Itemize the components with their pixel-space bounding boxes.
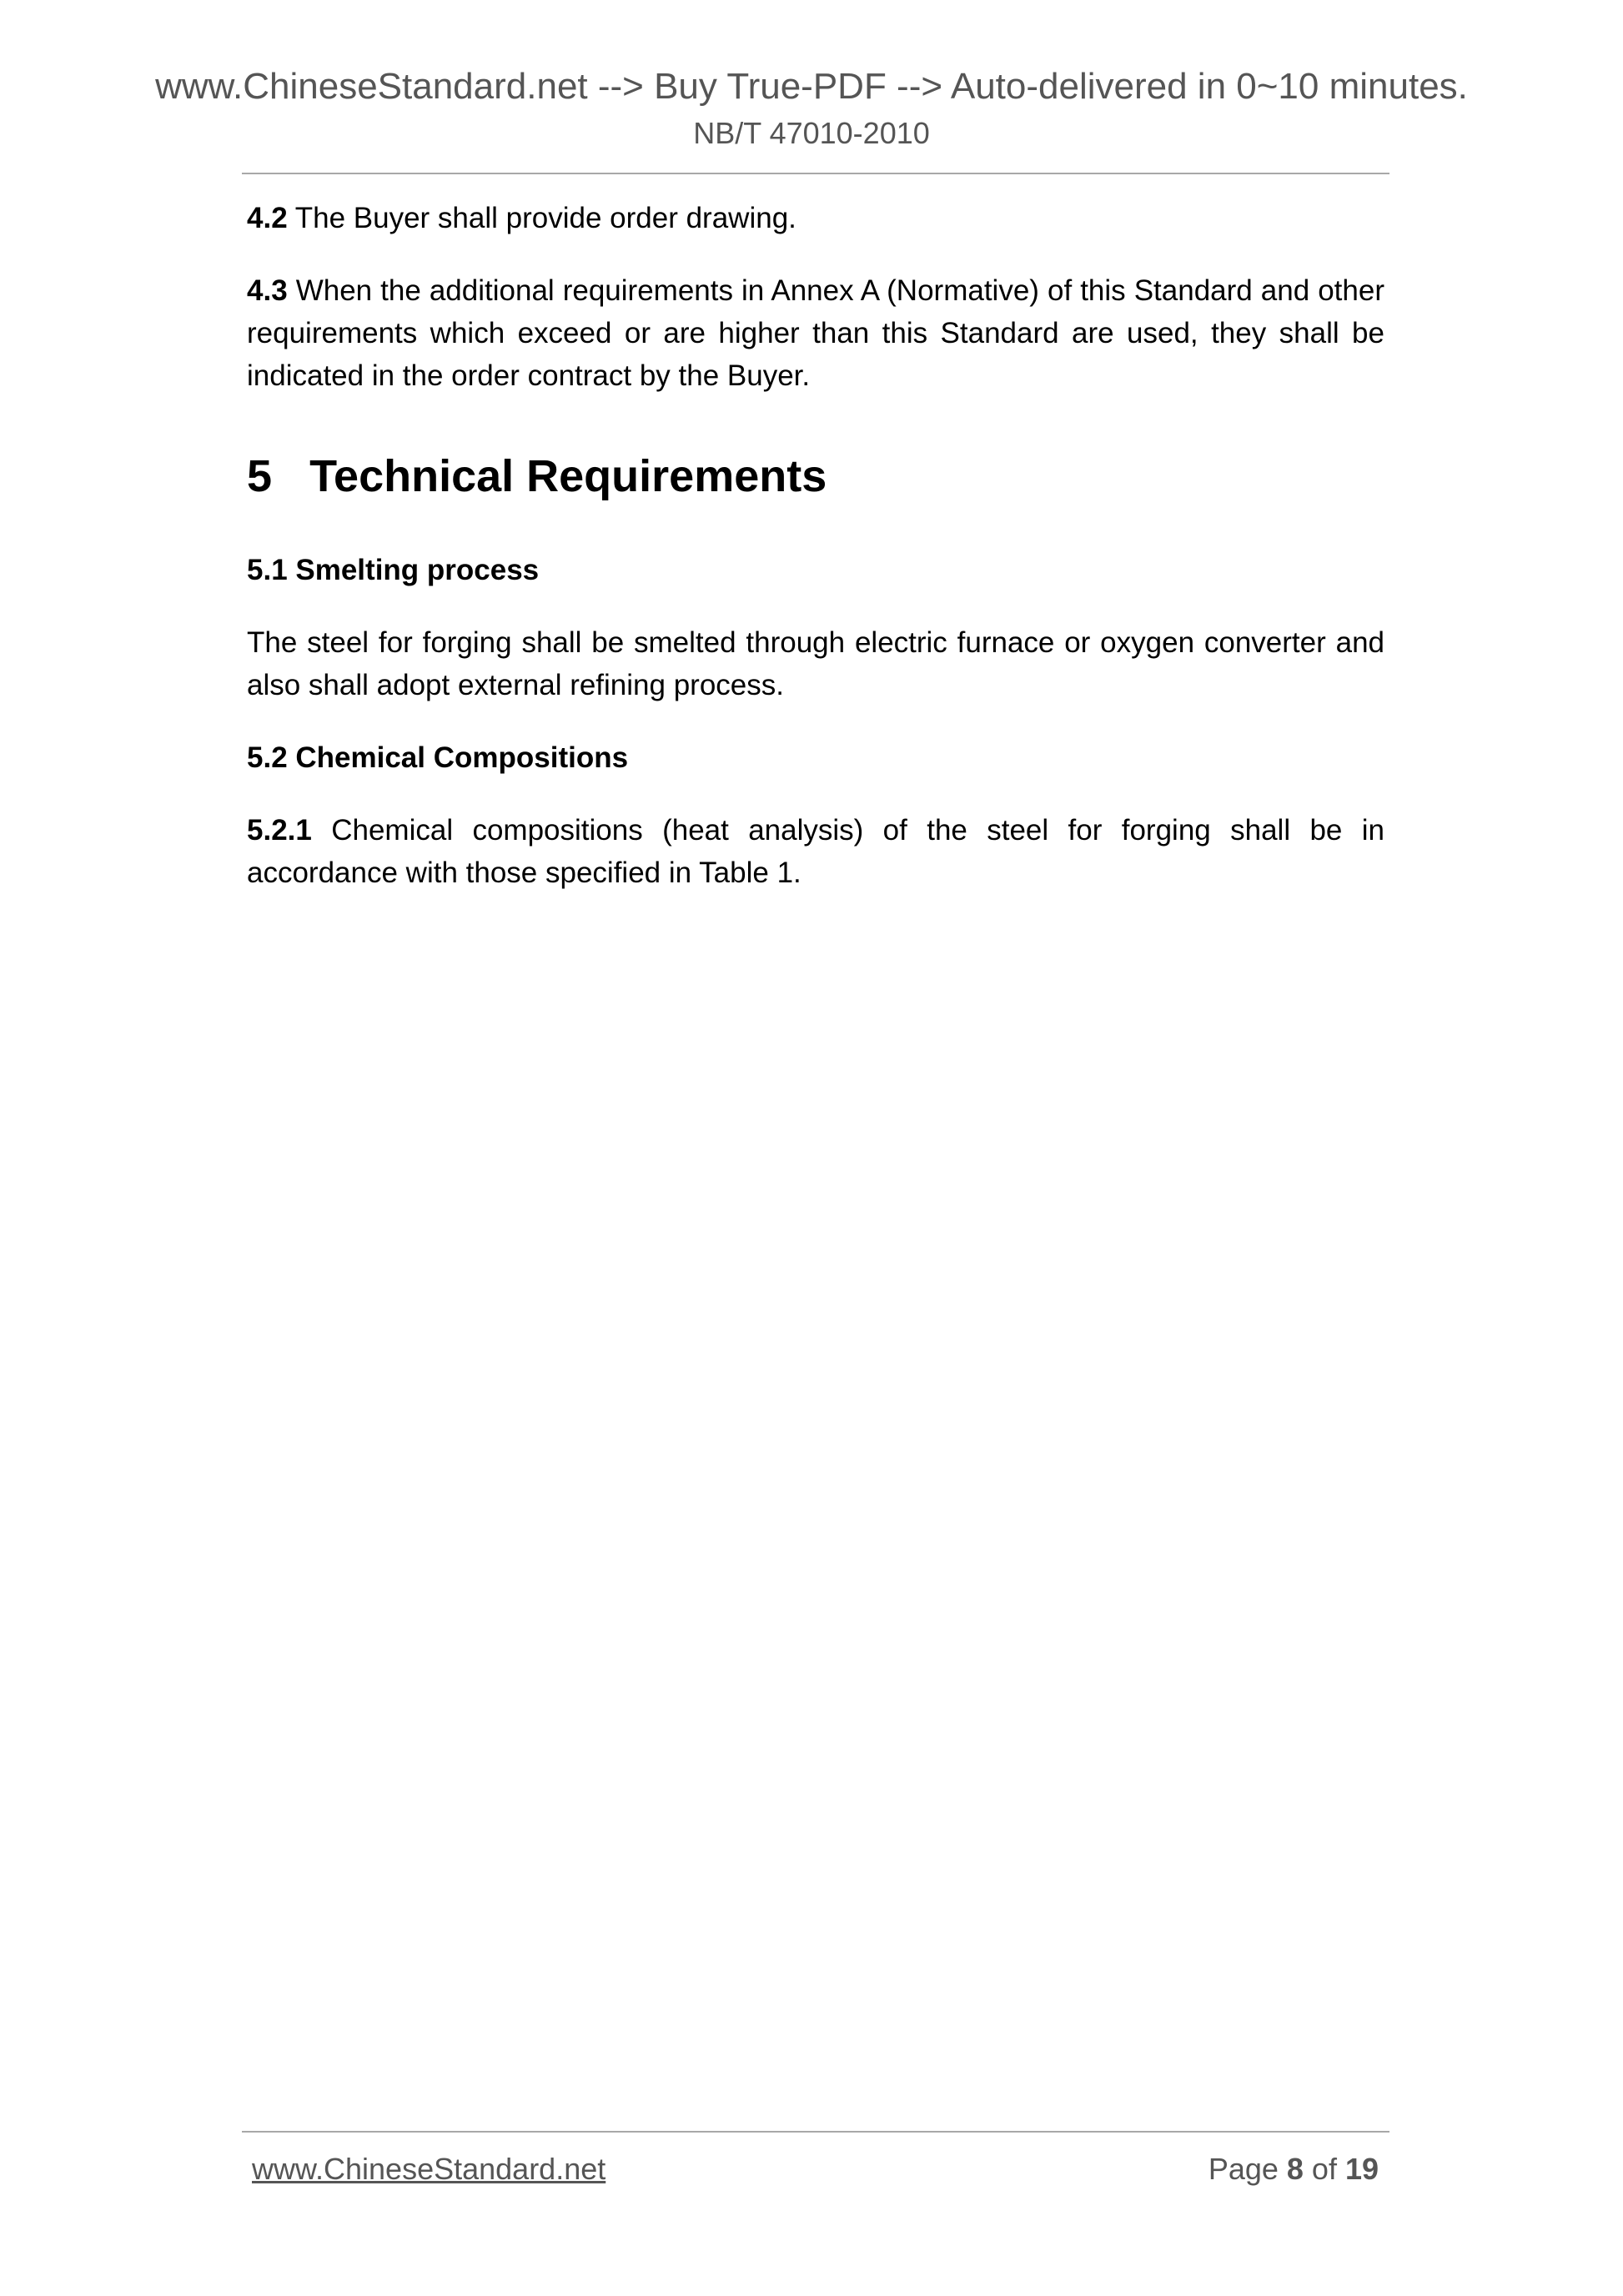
standard-code: NB/T 47010-2010	[693, 116, 930, 150]
clause-heading-5-1: 5.1 Smelting process	[247, 554, 540, 586]
page-content	[247, 197, 1384, 894]
clause-5-2-1	[247, 809, 1384, 894]
site-banner: www.ChineseStandard.net --> Buy True-PDF --> Auto-delivered in 0~10 minutes.	[155, 66, 1468, 107]
page-number	[1208, 2149, 1379, 2189]
of-label: of	[1303, 2152, 1345, 2186]
clause-number: 4.2	[247, 202, 288, 234]
section-number: 5	[247, 451, 273, 501]
clause-5-1-text: The steel for forging shall be smelted through electric furnace or oxygen converter and also shall adopt external refining process.	[247, 626, 1384, 701]
clause-text: The Buyer shall provide order drawing.	[287, 202, 796, 234]
header-divider	[242, 173, 1389, 174]
clause-number: 5.2.1	[247, 814, 312, 847]
total-pages: 19	[1344, 2152, 1379, 2186]
section-heading-5	[247, 449, 1384, 504]
footer-divider	[242, 2131, 1389, 2133]
clause-4-3	[247, 269, 1384, 397]
page-label: Page	[1208, 2152, 1287, 2186]
clause-4-2	[247, 197, 1384, 239]
current-page: 8	[1286, 2152, 1304, 2186]
section-title: Technical Requirements	[309, 451, 827, 501]
footer-site-link[interactable]: www.ChineseStandard.net	[252, 2152, 606, 2186]
clause-heading-5-2: 5.2 Chemical Compositions	[247, 741, 629, 774]
clause-text: Chemical compositions (heat analysis) of the steel for forging shall be in accordance with those specified in Table 1.	[247, 814, 1384, 889]
clause-number: 4.3	[247, 274, 288, 307]
clause-text: When the additional requirements in Annex A (Normative) of this Standard and other requirements which exceed or are higher than this Standard are used, they shall be indicated in the order contract by the Buyer.	[247, 274, 1384, 392]
